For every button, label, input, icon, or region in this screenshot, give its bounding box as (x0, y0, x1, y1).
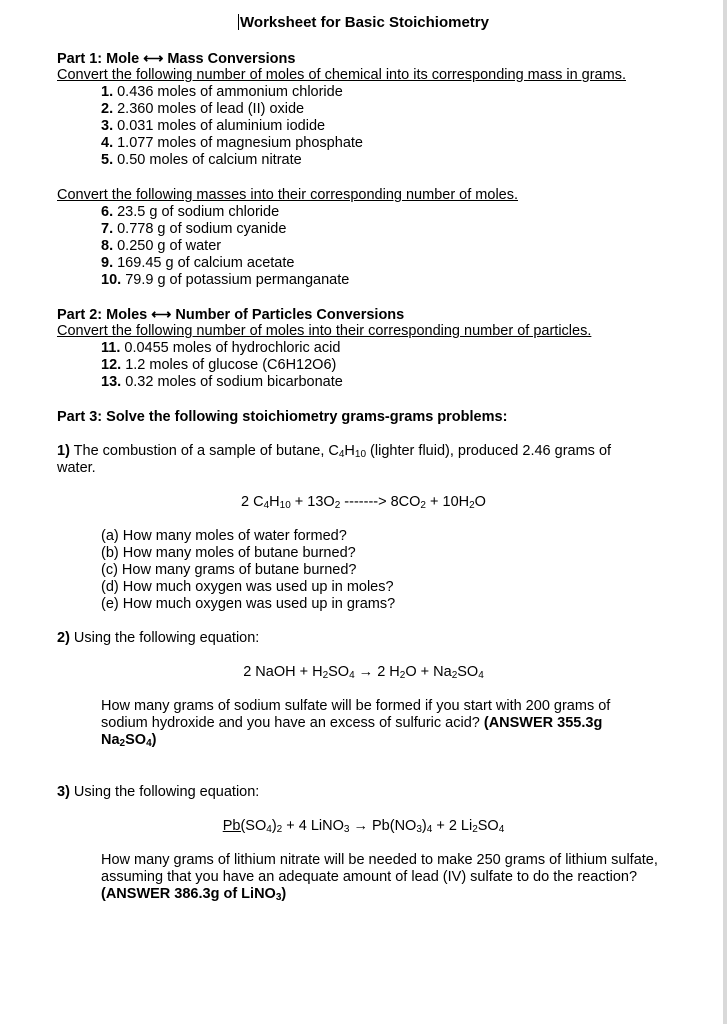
sub-question: (e) How much oxygen was used up in grams? (101, 596, 396, 612)
sub-question: (a) How many moles of water formed? (101, 528, 347, 544)
list-item: 11. 0.0455 moles of hydrochloric acid (101, 340, 341, 356)
equation-3: $Pb(SO_4)_2 + 4$ LiNO$_3$ → $Pb(NO_3)_4 + 2$ $Li_2SO_4$ (222, 818, 505, 835)
question-3: 3) Using the following equation: (57, 784, 260, 800)
part1-heading: Part 1: Mole ⟷ Mass Conversions (57, 50, 296, 67)
part1-instruction-2: Convert the following masses into their corresponding number of moles. (57, 187, 519, 203)
equation-2: 2 NaOH + $H_2SO_4 \to 2$ $H_2O + Na_2SO_4$ (243, 664, 484, 681)
list-item: 4. 1.077 moles of magnesium phosphate (101, 135, 363, 151)
list-item: 8. 0.250 g of water (101, 238, 222, 254)
text-cursor (238, 14, 239, 30)
part2-heading: Part 2: Moles ⟷ Number of Particles Conversions (57, 306, 405, 323)
part1-instruction: Convert the following number of moles of chemical into its corresponding mass in grams. (57, 67, 626, 83)
page-edge (723, 0, 727, 1024)
list-item: 13. 0.32 moles of sodium bicarbonate (101, 374, 343, 390)
part3-heading: Part 3: Solve the following stoichiometry grams-grams problems: (57, 409, 508, 425)
sub-question: (c) How many grams of butane burned? (101, 562, 357, 578)
question-2: 2) Using the following equation: (57, 630, 260, 646)
list-item: 9. 169.45 g of calcium acetate (101, 255, 295, 271)
list-item: 7. 0.778 g of sodium cyanide (101, 221, 287, 237)
list-item: 5. 0.50 moles of calcium nitrate (101, 152, 302, 168)
question-3-body: How many grams of lithium nitrate will be needed to make 250 grams of lithium sulfate, assuming that you have an adequate amount of lead (IV) sulfate to do the reaction? (ANSWER 386.3g of LiNO$_3$) (101, 852, 658, 903)
list-item: 1. 0.436 moles of ammonium chloride (101, 84, 343, 100)
part2-instruction: Convert the following number of moles into their corresponding number of particles. (57, 323, 592, 339)
list-item: 12. 1.2 moles of glucose (C6H12O6) (101, 357, 337, 373)
list-item: 6. 23.5 g of sodium chloride (101, 204, 280, 220)
question-1: 1) The combustion of a sample of butane, $C_4H_{10}$ (lighter fluid), produced 2.46 grams of water. (57, 443, 612, 476)
list-item: 10. 79.9 g of potassium permanganate (101, 272, 350, 288)
sub-question: (d) How much oxygen was used up in moles? (101, 579, 394, 595)
list-item: 3. 0.031 moles of aluminium iodide (101, 118, 326, 134)
sub-question: (b) How many moles of butane burned? (101, 545, 356, 561)
equation-1: 2 $C_4H_{10} + 13O_2$ -------> $8CO_2 + 10H_2O$ (241, 494, 486, 511)
question-2-body: How many grams of sodium sulfate will be formed if you start with 200 grams of sodium hydroxide and you have an excess of sulfuric acid? (ANSWER 355.3g $Na_2SO_4$) (101, 698, 611, 749)
page-title: Worksheet for Basic Stoichiometry (240, 14, 489, 31)
list-item: 2. 2.360 moles of lead (II) oxide (101, 101, 305, 117)
